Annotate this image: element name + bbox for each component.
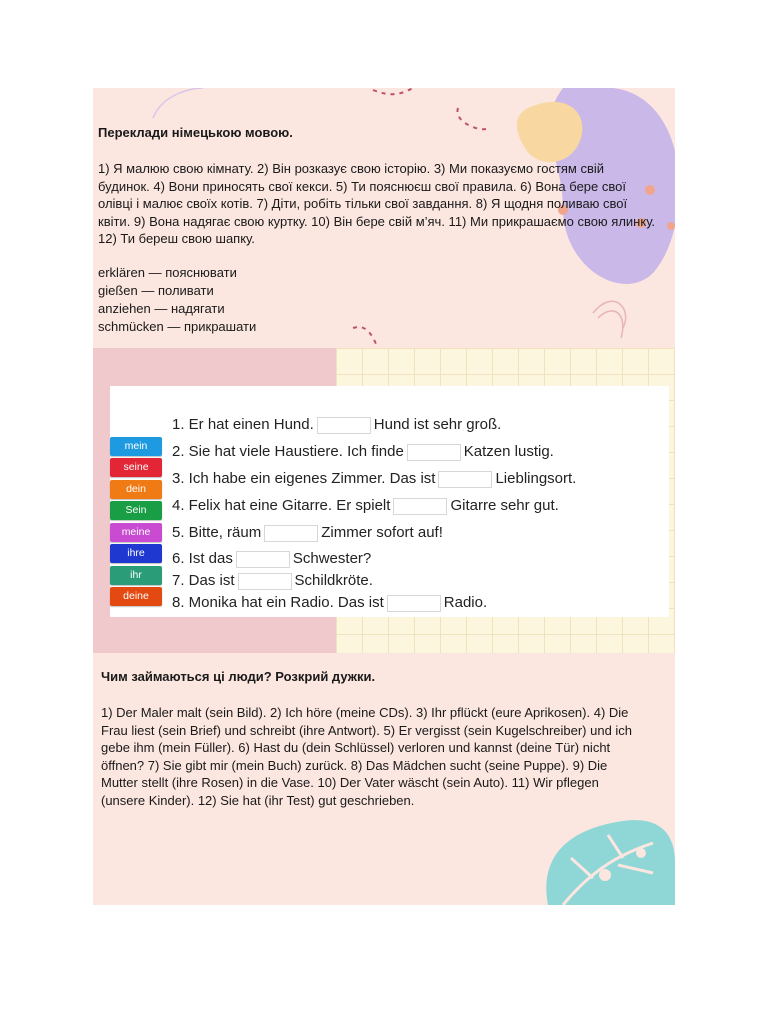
word-chip-mein[interactable]: mein [110, 437, 162, 456]
word-chip-meine[interactable]: meine [110, 523, 162, 542]
vocab-item: schmücken — прикрашати [98, 319, 257, 334]
word-chip-deine[interactable]: deine [110, 587, 162, 606]
sentence-7: 7. Das ist Schildkröte. [172, 572, 373, 589]
vocab-item: anziehen — надягати [98, 301, 225, 316]
sentence-5: 5. Bitte, räum Zimmer sofort auf! [172, 524, 443, 541]
sentence-3: 3. Ich habe ein eigenes Zimmer. Das ist Lieblingsort. [172, 470, 577, 487]
word-chip-sein[interactable]: Sein [110, 501, 162, 520]
drop-blank[interactable] [317, 417, 371, 434]
word-chip-ihre[interactable]: ihre [110, 544, 162, 563]
word-chip-seine[interactable]: seine [110, 458, 162, 477]
sentence-4: 4. Felix hat eine Gitarre. Er spielt Gitarre sehr gut. [172, 497, 559, 514]
drop-blank[interactable] [236, 551, 290, 568]
vocab-item: erklären — пояснювати [98, 265, 237, 280]
section1-body: 1) Я малюю свою кімнату. 2) Він розказує свою історію. 3) Ми показуємо гостям свій будинок. 4) Вони приносять свої кекси. 5) Ти пояснюєш свої правила. 6) Вона бере свої олівці і малює своїх котів. 7) Діти, робіть тільки свої завдання. 8) Я щодня поливаю свої квіти. 9) Вона надягає свою куртку. 10) Він бере свій м’яч. 11) Ми прикрашаємо свою ялинку. 12) Ти береш свою шапку. [98, 161, 656, 247]
section1-title: Переклади німецькою мовою. [98, 125, 293, 140]
word-chip-dein[interactable]: dein [110, 480, 162, 499]
drop-blank[interactable] [264, 525, 318, 542]
sentence-2: 2. Sie hat viele Haustiere. Ich finde Katzen lustig. [172, 443, 554, 460]
section2-body: 1) Der Maler malt (sein Bild). 2) Ich höre (meine CDs). 3) Ihr pflückt (eure Aprikosen). 4) Die Frau liest (sein Brief) und schreibt (ihre Antwort). 5) Er vergisst (sein Kugelschreiber) und ich gebe ihm (mein Füller). 6) Hast du (dein Schlüssel) verloren und kannst (deine Tür) nicht öffnen? 7) Sie gibt mir (mein Buch) zurück. 8) Das Mädchen sucht (seine Puppe). 9) Die Mutter stellt (ihre Rosen) in die Vase. 10) Der Vater wäscht (sein Auto). 11) Wir pflegen (unsere Kinder). 12) Sie hat (ihr Test) gut geschrieben. [101, 705, 633, 808]
drop-blank[interactable] [407, 444, 461, 461]
exercise-card [110, 386, 669, 617]
sentence-6: 6. Ist das Schwester? [172, 550, 372, 567]
drop-blank[interactable] [387, 595, 441, 612]
drop-blank[interactable] [393, 498, 447, 515]
exercise-panel [93, 348, 675, 653]
vocab-item: gießen — поливати [98, 283, 214, 298]
drop-blank[interactable] [238, 573, 292, 590]
word-chip-ihr[interactable]: ihr [110, 566, 162, 585]
drop-blank[interactable] [438, 471, 492, 488]
section2-title: Чим займаються ці люди? Розкрий дужки. [101, 669, 376, 684]
brackets-panel [93, 653, 675, 905]
sentence-1: 1. Er hat einen Hund. Hund ist sehr groß. [172, 416, 502, 433]
translation-panel [93, 88, 675, 348]
sentence-8: 8. Monika hat ein Radio. Das ist Radio. [172, 594, 488, 611]
